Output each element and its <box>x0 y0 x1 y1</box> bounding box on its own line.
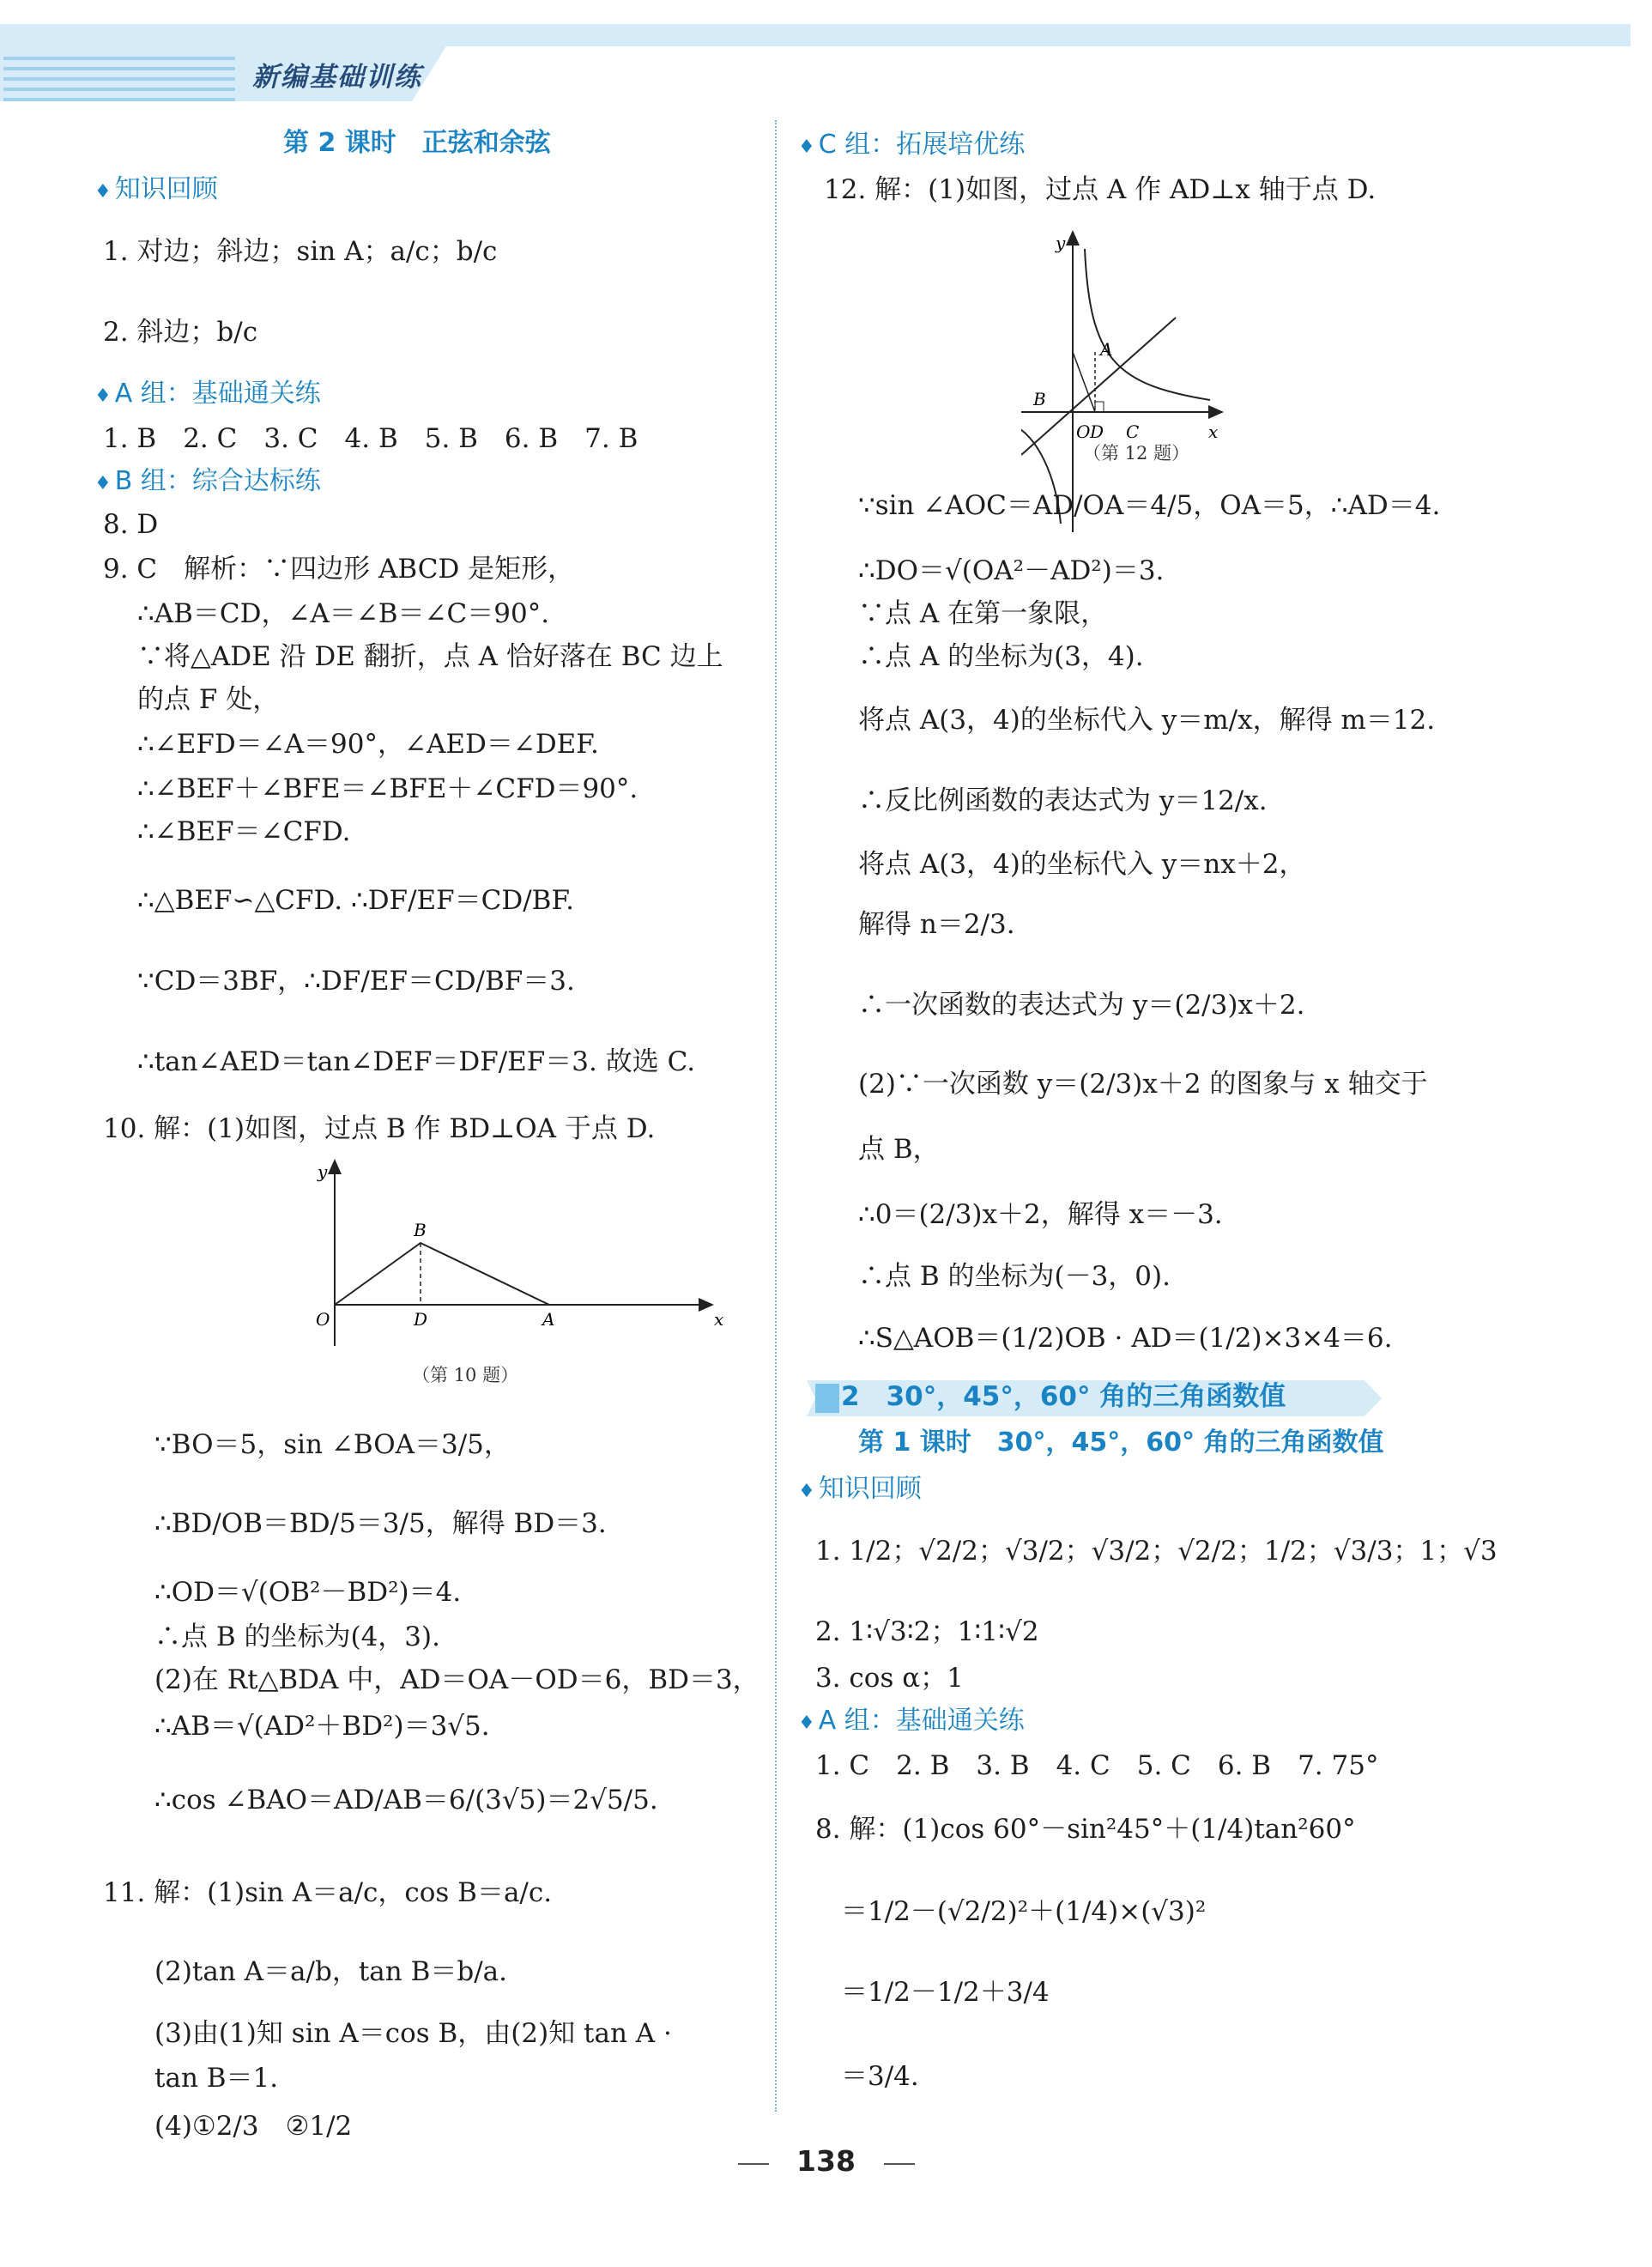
section-group-b: ♦ B 组：综合达标练 <box>94 466 321 496</box>
label-o: O <box>1076 421 1091 442</box>
answer-line: 10. 解：(1)如图，过点 B 作 BD⊥OA 于点 D. <box>103 1113 656 1144</box>
page-number: 138 <box>796 2144 856 2178</box>
answer-line: ∴DO＝√(OA²－AD²)＝3. <box>858 555 1165 586</box>
section-knowledge-review: ♦ 知识回顾 <box>94 174 218 204</box>
answer-line: 解得 n＝2/3. <box>858 909 1015 940</box>
answer-line: ∴∠BEF＝∠CFD. <box>137 816 351 847</box>
section-group-a: ♦ A 组：基础通关练 <box>94 379 321 409</box>
answer-line: ∵CD＝3BF，∴DF/EF＝CD/BF＝3. <box>137 966 575 997</box>
label-a: A <box>542 1309 555 1330</box>
answer-line: 将点 A(3，4)的坐标代入 y＝nx＋2， <box>858 849 1306 880</box>
answer-line: 2. 1∶√3∶2；1∶1∶√2 <box>815 1616 1039 1647</box>
chapter-title: 2 30°，45°，60° 角的三角函数值 <box>841 1381 1286 1412</box>
answer-line: 1. C 2. B 3. B 4. C 5. C 6. B 7. 75° <box>815 1750 1379 1781</box>
answer-line: 1. 对边；斜边；sin A；a/c；b/c <box>103 236 498 267</box>
answer-line: ∴反比例函数的表达式为 y＝12/x. <box>858 785 1268 816</box>
answer-line: ∴一次函数的表达式为 y＝(2/3)x＋2. <box>858 990 1305 1021</box>
answer-line: (2)∵一次函数 y＝(2/3)x＋2 的图象与 x 轴交于 <box>858 1069 1428 1100</box>
answer-line: ∵BO＝5，sin ∠BOA＝3/5， <box>154 1429 511 1460</box>
label-b: B <box>1033 389 1046 409</box>
answer-line: ∴0＝(2/3)x＋2，解得 x＝－3. <box>858 1199 1223 1230</box>
label-d: D <box>414 1309 428 1330</box>
label-y: y <box>318 1161 328 1182</box>
label-o: O <box>316 1309 330 1330</box>
answer-line: 8. D <box>103 509 159 540</box>
answer-line: ＝1/2－(√2/2)²＋(1/4)×(√3)² <box>841 1896 1207 1927</box>
answer-line: 12. 解：(1)如图，过点 A 作 AD⊥x 轴于点 D. <box>824 174 1377 205</box>
answer-line: 的点 F 处， <box>137 684 280 715</box>
answer-line: ∴△BEF∽△CFD. ∴DF/EF＝CD/BF. <box>137 885 574 916</box>
answer-line: 11. 解：(1)sin A＝a/c，cos B＝a/c. <box>103 1877 553 1908</box>
series-title: 新编基础训练 <box>252 62 422 93</box>
answer-line: ∴tan∠AED＝tan∠DEF＝DF/EF＝3. 故选 C. <box>137 1046 696 1077</box>
header-banner <box>0 24 1631 101</box>
figure-12-caption: （第 12 题） <box>1083 443 1190 464</box>
hyperbola-branch-1 <box>1085 249 1210 400</box>
answer-line: ∴cos ∠BAO＝AD/AB＝6/(3√5)＝2√5/5. <box>154 1785 658 1815</box>
section-knowledge-review: ♦ 知识回顾 <box>798 1474 922 1504</box>
answer-line: 将点 A(3，4)的坐标代入 y＝m/x，解得 m＝12. <box>858 705 1436 736</box>
answer-line: 1. B 2. C 3. C 4. B 5. B 6. B 7. B <box>103 423 638 454</box>
answer-line: ∴点 B 的坐标为(4，3). <box>154 1621 440 1652</box>
answer-line: (4)①2/3 ②1/2 <box>154 2111 353 2142</box>
answer-line: (2)tan A＝a/b，tan B＝b/a. <box>154 1956 507 1987</box>
answer-line: tan B＝1. <box>154 2063 279 2094</box>
label-d: D <box>1090 421 1104 442</box>
answer-line: 1. 1/2；√2/2；√3/2；√3/2；√2/2；1/2；√3/3；1；√3 <box>815 1536 1498 1567</box>
answer-line: (3)由(1)知 sin A＝cos B，由(2)知 tan A · <box>154 2018 672 2049</box>
answer-line: ∴BD/OB＝BD/5＝3/5，解得 BD＝3. <box>154 1508 607 1539</box>
answer-line: ＝1/2－1/2＋3/4 <box>841 1977 1050 2008</box>
label-a: A <box>1100 339 1113 360</box>
answer-line: ∴∠BEF＋∠BFE＝∠BFE＋∠CFD＝90°. <box>137 773 638 804</box>
answer-line: (2)在 Rt△BDA 中，AD＝OA－OD＝6，BD＝3， <box>154 1664 759 1695</box>
figure-10-caption: （第 10 题） <box>412 1365 519 1385</box>
answer-line: ∵sin ∠AOC＝AD/OA＝4/5，OA＝5，∴AD＝4. <box>858 490 1441 521</box>
answer-line: ∵将△ADE 沿 DE 翻折，点 A 恰好落在 BC 边上 <box>137 641 723 672</box>
answer-line: ∴点 A 的坐标为(3，4). <box>858 641 1144 672</box>
label-x: x <box>714 1309 724 1330</box>
answer-line: ∵点 A 在第一象限， <box>858 598 1108 629</box>
answer-line: 3. cos α；1 <box>815 1663 964 1694</box>
answer-line: 点 B， <box>858 1134 940 1165</box>
answer-line: ∴AB＝√(AD²＋BD²)＝3√5. <box>154 1711 490 1742</box>
label-c: C <box>1126 421 1140 442</box>
answer-line: 2. 斜边；b/c <box>103 317 258 348</box>
answer-line: ＝3/4. <box>841 2061 919 2092</box>
page-dash-right <box>884 2163 915 2165</box>
triangle-obo <box>335 1243 549 1305</box>
answer-line: ∴AB＝CD，∠A＝∠B＝∠C＝90°. <box>137 598 550 629</box>
segment-oa <box>1073 352 1095 412</box>
answer-line: 9. C 解析：∵四边形 ABCD 是矩形， <box>103 554 575 585</box>
right-angle-mark <box>1095 402 1104 412</box>
answer-line: ∴点 B 的坐标为(－3，0). <box>858 1261 1171 1292</box>
answer-line: ∴OD＝√(OB²－BD²)＝4. <box>154 1577 462 1608</box>
section-group-a: ♦ A 组：基础通关练 <box>798 1706 1025 1736</box>
figure-10 <box>283 1150 729 1356</box>
lesson-title: 第 1 课时 30°，45°，60° 角的三角函数值 <box>858 1427 1384 1458</box>
label-y: y <box>1056 233 1066 253</box>
lesson-title: 第 2 课时 正弦和余弦 <box>283 128 551 158</box>
answer-line: ∴∠EFD＝∠A＝90°，∠AED＝∠DEF. <box>137 729 599 760</box>
label-x: x <box>1208 421 1219 442</box>
answer-line: ∴S△AOB＝(1/2)OB · AD＝(1/2)×3×4＝6. <box>858 1323 1393 1354</box>
column-divider <box>775 120 777 2112</box>
answer-line: 8. 解：(1)cos 60°－sin²45°＋(1/4)tan²60° <box>815 1814 1356 1845</box>
label-b: B <box>414 1220 427 1240</box>
section-group-c: ♦ C 组：拓展培优练 <box>798 130 1026 160</box>
